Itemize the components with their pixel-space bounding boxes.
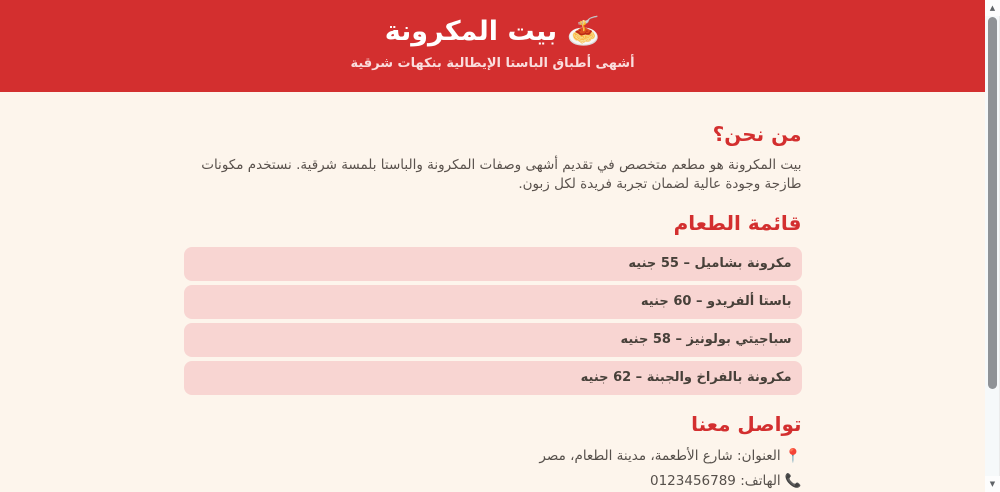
address-text: العنوان: شارع الأطعمة، مدينة الطعام، مصر — [539, 447, 781, 464]
main-content — [184, 122, 802, 492]
contact-heading: تواصل معنا — [691, 411, 802, 436]
page-title — [0, 15, 985, 47]
scrollbar-down-arrow-icon[interactable]: ▼ — [985, 476, 1000, 492]
about-section — [184, 122, 802, 194]
vertical-scrollbar[interactable] — [985, 0, 1000, 492]
menu-list — [184, 247, 802, 395]
address-line — [184, 446, 802, 468]
menu-item: مكرونة بالفراخ والجبنة – 62 جنيه — [184, 361, 802, 395]
menu-section — [184, 211, 802, 395]
about-heading: من نحن؟ — [712, 122, 802, 146]
menu-item: سباجيتي بولونيز – 58 جنيه — [184, 323, 802, 357]
about-text: بيت المكرونة هو مطعم متخصص في تقديم أشهى وصفات المكرونة والباستا بلمسة شرقية. نستخدم مكونات طازجة وجودة عالية لضمان تجربة فريدة لكل زبون. — [201, 157, 802, 192]
phone-text: الهاتف: 0123456789 — [650, 473, 781, 490]
page-header — [0, 0, 985, 92]
menu-item: باستا ألفريدو – 60 جنيه — [184, 285, 802, 319]
phone-line — [184, 471, 802, 492]
scrollbar-up-arrow-icon[interactable]: ▲ — [985, 0, 1000, 16]
spaghetti-emoji-icon: 🍝 — [566, 16, 601, 47]
location-pin-icon: 📍 — [784, 447, 802, 464]
page-tagline: أشهى أطباق الباستا الإيطالية بنكهات شرقية — [350, 56, 635, 71]
menu-item: مكرونة بشاميل – 55 جنيه — [184, 247, 802, 281]
phone-receiver-icon: 📞 — [784, 473, 802, 490]
contact-section — [184, 412, 802, 492]
menu-heading: قائمة الطعام — [673, 210, 802, 235]
page-title-text: بيت المكرونة — [384, 16, 558, 47]
scrollbar-thumb[interactable] — [988, 17, 997, 389]
